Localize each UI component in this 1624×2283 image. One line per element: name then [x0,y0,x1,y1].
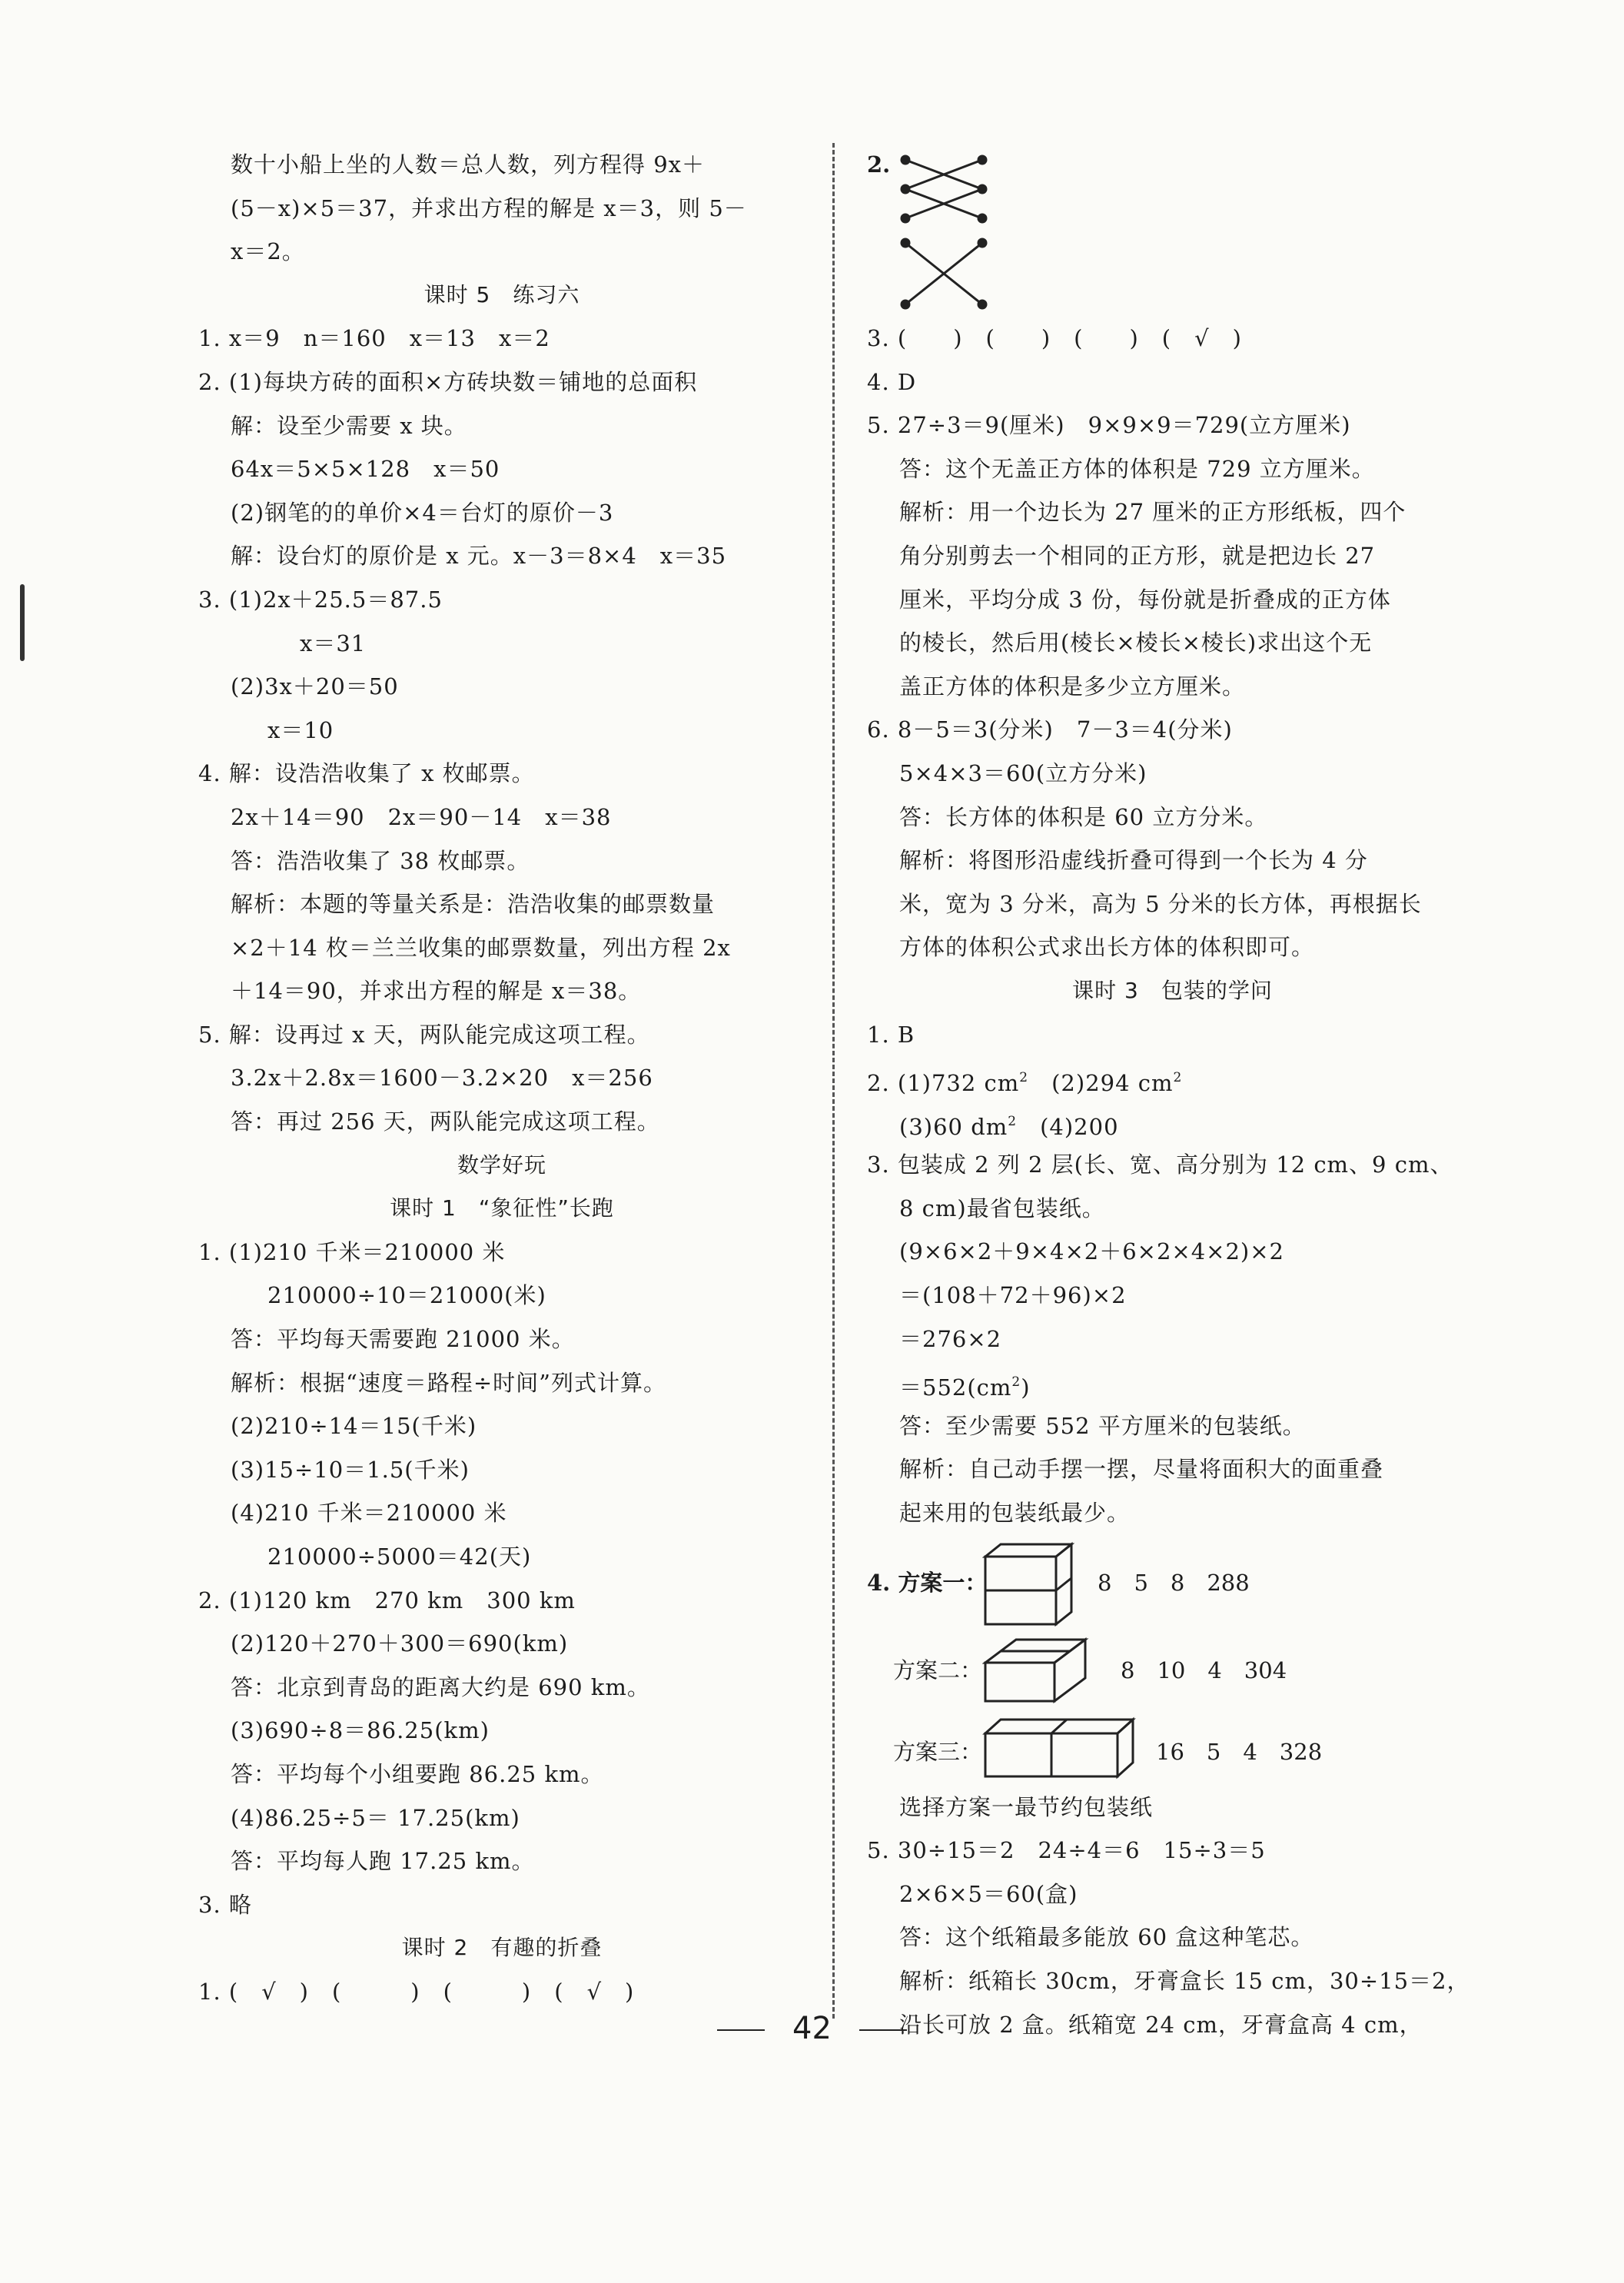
answer-line: ＝276×2 [899,1325,1002,1352]
q5-block [867,404,1478,708]
answer-line: 答：这个纸箱最多能放 60 盒这种笔芯。 [899,1924,1314,1951]
answer-line: 解析：自己动手摆一摆，尽量将面积大的面重叠 [899,1456,1384,1483]
section-heading: 课时 5 练习六 [423,281,580,307]
p2-answer-a [867,1056,1478,1100]
lesson3-heading: 课时 3 包装的学问 [1072,977,1273,1003]
answer-line: x＝10 [267,716,334,743]
plan-three-values: 16 5 4 328 [1156,1738,1323,1765]
p3-answer: 答：至少需要 552 平方厘米的包装纸。 [899,1412,1306,1439]
answer-line: ＝(108＋72＋96)×2 [899,1282,1127,1309]
p2a-text: 2. (1)732 cm [867,1070,1020,1097]
p2a-mid-text: (2)294 cm [1028,1070,1174,1097]
answer-line: 米，宽为 3 分米，高为 5 分米的长方体，再根据长 [899,890,1422,917]
answer-line: 答：再过 256 天，两队能完成这项工程。 [231,1108,660,1135]
p3-last-line [867,1361,1478,1404]
answer-line: 3. 略 [198,1891,252,1918]
answer-line: 3. (1)2x＋25.5＝87.5 [198,586,443,613]
cross-line-figure [896,151,1004,312]
answer-line: 2×6×5＝60(盒) [899,1880,1078,1907]
q2-label: 2. [867,151,891,178]
answer-line: 3.2x＋2.8x＝1600－3.2×20 x＝256 [231,1065,653,1092]
p2b-text: (3)60 dm [899,1113,1008,1140]
answer-line: ×2＋14 枚＝兰兰收集的邮票数量，列出方程 2x [231,934,731,961]
answer-line: x＝31 [300,630,367,656]
answer-line: x＝2。 [231,238,305,265]
answer-line: (2)钢笔的的单价×4＝台灯的原价－3 [231,499,614,526]
left-column [198,143,805,2014]
section-heading: 课时 1 “象征性”长跑 [390,1195,614,1221]
section-heading: 数学好玩 [457,1151,546,1178]
answer-line: 厘米，平均分成 3 份，每份就是折叠成的正方体 [899,586,1391,613]
answer-line: 解析：根据“速度＝路程÷时间”列式计算。 [231,1369,666,1396]
plan-choice: 选择方案一最节约包装纸 [899,1793,1154,1820]
q4-answer: 4. D [867,368,917,395]
q3-answer: 3. ( ) ( ) ( ) ( √ ) [867,325,1242,351]
answer-line: (3)15÷10＝1.5(千米) [231,1456,470,1483]
answer-line: (4)210 千米＝210000 米 [231,1500,507,1527]
plan-one-box-figure [982,1541,1074,1630]
answer-line: 答：长方体的体积是 60 立方分米。 [899,803,1268,830]
plan-one-values: 8 5 8 288 [1098,1569,1250,1596]
answer-line: 1. x＝9 n＝160 x＝13 x＝2 [198,325,550,352]
answer-line: 答：这个无盖正方体的体积是 729 立方厘米。 [899,455,1375,482]
column-divider [832,143,835,2019]
answer-line: 8 cm)最省包装纸。 [899,1195,1105,1221]
p3-last-end: ) [1021,1374,1031,1401]
p3-last-text: ＝552(cm [899,1374,1012,1401]
p3-block [867,1143,1478,1361]
answer-line: 数十小船上坐的人数＝总人数，列方程得 9x＋ [231,151,706,178]
plan-two-values: 8 10 4 304 [1121,1657,1287,1683]
answer-line: 6. 8－5＝3(分米) 7－3＝4(分米) [867,716,1233,743]
answer-line: 解析：本题的等量关系是：浩浩收集的邮票数量 [231,891,716,918]
answer-line: (9×6×2＋9×4×2＋6×2×4×2)×2 [899,1238,1284,1265]
answer-line: 5. 27÷3＝9(厘米) 9×9×9＝729(立方厘米) [867,412,1351,439]
q6-block [867,708,1478,969]
answer-line: 4. 解：设浩浩收集了 x 枚邮票。 [198,760,535,787]
plan-one-row [867,1541,1478,1633]
answer-line: 解析：纸箱长 30cm，牙膏盒长 15 cm，30÷15＝2， [899,1968,1470,1994]
plan-two-label: 方案二： [893,1657,983,1683]
answer-line: 5. 解：设再过 x 天，两队能完成这项工程。 [198,1021,650,1048]
answer-line: 的棱长，然后用(棱长×棱长×棱长)求出这个无 [899,630,1373,656]
answer-line: 答：平均每人跑 17.25 km。 [231,1848,535,1875]
answer-line: 答：平均每个小组要跑 86.25 km。 [231,1760,604,1787]
scan-mark [20,584,25,661]
answer-line: (2)3x＋20＝50 [231,673,399,700]
answer-line: 5. 30÷15＝2 24÷4＝6 15÷3＝5 [867,1837,1266,1864]
answer-line: 解析：用一个边长为 27 厘米的正方形纸板，四个 [899,499,1406,526]
page-number-text: 42 [792,2011,832,2046]
p3-explanation [867,1447,1478,1534]
answer-line: 2. (1)120 km 270 km 300 km [198,1587,576,1613]
answer-line: 1. (1)210 千米＝210000 米 [198,1238,506,1265]
plan-three-box-figure [982,1716,1136,1781]
p2-answer-b [867,1100,1478,1144]
answer-line: (2)120＋270＋300＝690(km) [231,1630,569,1657]
answer-line: 解析：将图形沿虚线折叠可得到一个长为 4 分 [899,847,1368,874]
answer-line: 2x＋14＝90 2x＝90－14 x＝38 [231,803,612,830]
plan-two-row [867,1637,1478,1713]
right-column [867,143,1478,2046]
superscript: 2 [1011,1374,1021,1391]
p1-answer: 1. B [867,1021,915,1048]
answer-line: (3)690÷8＝86.25(km) [231,1717,490,1744]
answer-line: (4)86.25÷5＝ 17.25(km) [231,1804,520,1831]
plan-one-label: 4. 方案一： [867,1569,988,1596]
answer-line: 2. (1)每块方砖的面积×方砖块数＝铺地的总面积 [198,368,698,395]
answer-line: 解：设至少需要 x 块。 [231,412,467,439]
section-heading: 课时 2 有趣的折叠 [401,1935,603,1961]
answer-line: 角分别剪去一个相同的正方形，就是把边长 27 [899,542,1376,569]
answer-line: 方体的体积公式求出长方体的体积即可。 [899,934,1315,961]
page-number [0,2011,1624,2046]
q2-row [867,143,1478,317]
answer-line: 210000÷5000＝42(天) [267,1544,532,1570]
answer-line: 5×4×3＝60(立方分米) [899,759,1147,786]
plan-three-label: 方案三： [893,1738,983,1765]
answer-line: (2)210÷14＝15(千米) [231,1413,477,1440]
answer-line: 解：设台灯的原价是 x 元。x－3＝8×4 x＝35 [231,543,727,570]
answer-line: 答：北京到青岛的距离大约是 690 km。 [231,1673,650,1700]
answer-line: (5－x)×5＝37，并求出方程的解是 x＝3，则 5－ [231,194,747,221]
superscript: 2 [1008,1113,1018,1129]
superscript: 2 [1173,1070,1183,1086]
answer-line: 3. 包装成 2 列 2 层(长、宽、高分别为 12 cm、9 cm、 [867,1151,1453,1178]
answer-line: 1. ( √ ) ( ) ( ) ( √ ) [198,1978,635,2005]
answer-line: 答：浩浩收集了 38 枚邮票。 [231,847,530,874]
p2b-end-text: (4)200 [1017,1113,1119,1140]
answer-line: 64x＝5×5×128 x＝50 [231,456,500,483]
answer-line: 沿长可放 2 盒。纸箱宽 24 cm，牙膏盒高 4 cm， [899,2011,1423,2038]
answer-line: 210000÷10＝21000(米) [267,1282,546,1309]
superscript: 2 [1019,1070,1029,1086]
answer-line: 盖正方体的体积是多少立方厘米。 [899,673,1246,700]
answer-line: 起来用的包装纸最少。 [899,1500,1131,1527]
answer-line: ＋14＝90，并求出方程的解是 x＝38。 [231,978,642,1005]
answer-line: 答：平均每天需要跑 21000 米。 [231,1326,575,1353]
plan-three-row [867,1716,1478,1786]
plan-two-box-figure [982,1637,1090,1706]
